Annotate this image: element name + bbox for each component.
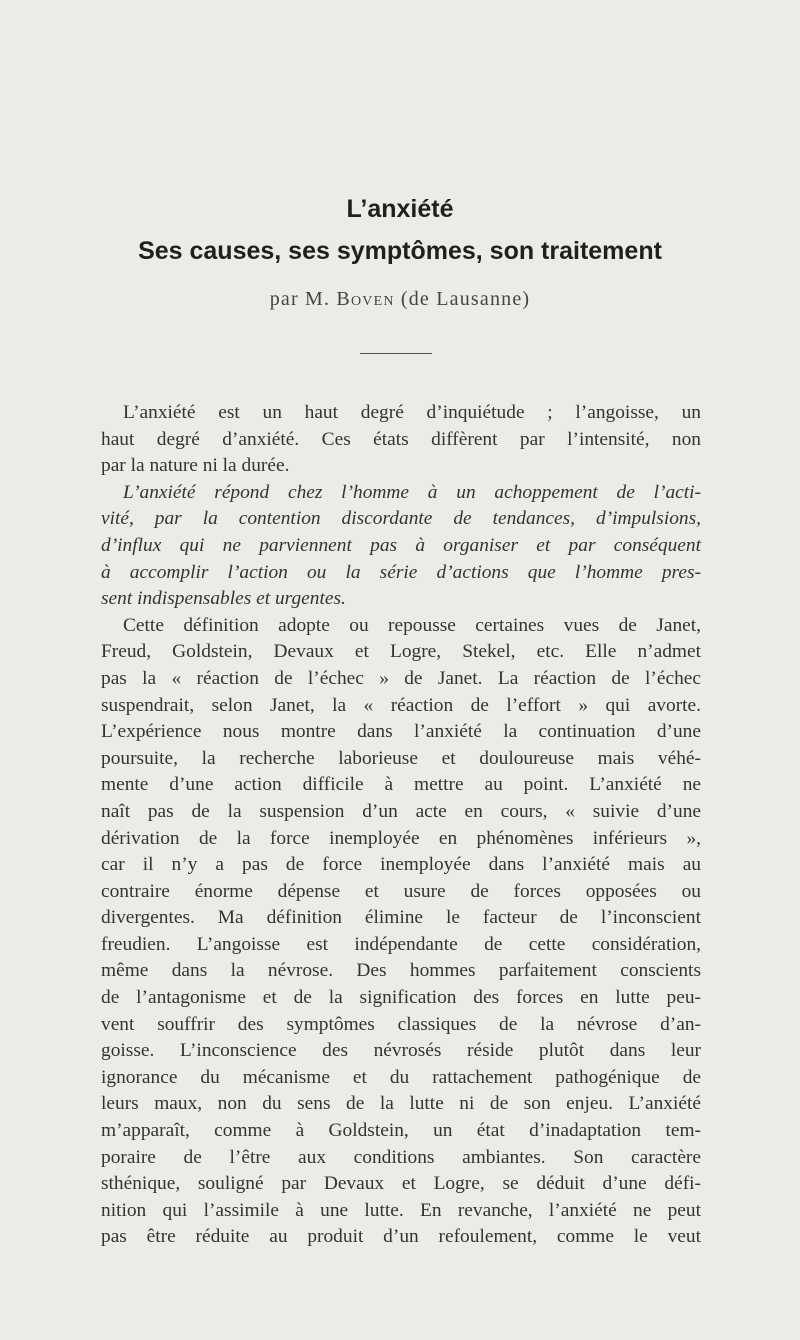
text-line: à accomplir l’action ou la série d’actions que l’homme pres- (101, 561, 701, 583)
text-line: ignorance du mécanisme et du rattachement pathogénique de (101, 1066, 701, 1088)
text-line: vent souffrir des symptômes classiques de la névrose d’an- (101, 1013, 701, 1035)
text-line: sent indispensables et urgentes. (101, 588, 346, 610)
text-line: même dans la névrose. Des hommes parfaitement conscients (101, 960, 701, 982)
paragraph-2 (101, 480, 701, 613)
paragraph-3 (101, 613, 701, 1251)
text-line: contraire énorme dépense et usure de forces opposées ou (101, 880, 701, 902)
text-line: Cette définition adopte ou repousse certaines vues de Janet, (123, 614, 701, 636)
text-line: dérivation de la force inemployée en phénomènes inférieurs », (101, 827, 701, 849)
text-line: car il n’y a pas de force inemployée dans l’anxiété mais au (101, 854, 701, 876)
text-line: vité, par la contention discordante de tendances, d’impulsions, (101, 508, 701, 530)
text-line: freudien. L’angoisse est indépendante de cette considération, (101, 933, 701, 955)
text-line: goisse. L’inconscience des névrosés réside plutôt dans leur (101, 1040, 701, 1062)
text-line: divergentes. Ma définition élimine le facteur de l’inconscient (101, 907, 701, 929)
text-line: d’influx qui ne parviennent pas à organiser et par conséquent (101, 534, 701, 556)
text-line: L’anxiété répond chez l’homme à un achoppement de l’acti- (123, 481, 701, 503)
text-line: suspendrait, selon Janet, la « réaction de l’effort » qui avorte. (101, 694, 701, 716)
text-line: poraire de l’être aux conditions ambiantes. Son caractère (101, 1146, 701, 1168)
text-line: sthénique, souligné par Devaux et Logre, se déduit d’une défi- (101, 1173, 701, 1195)
text-line: L’expérience nous montre dans l’anxiété la continuation d’une (101, 721, 701, 743)
text-line: L’anxiété est un haut degré d’inquiétude ; l’angoisse, un (123, 402, 701, 423)
text-line: leurs maux, non du sens de la lutte ni de son enjeu. L’anxiété (101, 1093, 701, 1115)
byline-prefix: par M. (269, 288, 331, 310)
byline (0, 288, 800, 311)
text-line: par la nature ni la durée. (101, 455, 290, 477)
text-line: naît pas de la suspension d’un acte en cours, « suivie d’une (101, 800, 701, 822)
text-line: pas la « réaction de l’échec » de Janet. La réaction de l’échec (101, 667, 701, 689)
text-line: nition qui l’assimile à une lutte. En revanche, l’anxiété ne peut (101, 1199, 701, 1221)
text-line: de l’antagonisme et de la signification des forces en lutte peu- (101, 987, 701, 1009)
author-affiliation: (de Lausanne) (400, 288, 531, 310)
text-line: pas être réduite au produit d’un refoulement, comme le veut (101, 1226, 701, 1248)
text-line: poursuite, la recherche laborieuse et douloureuse mais véhé- (101, 747, 701, 769)
author-name: Boven (336, 288, 395, 310)
text-line: Freud, Goldstein, Devaux et Logre, Stekel, etc. Elle n’admet (101, 641, 701, 663)
text-line: haut degré d’anxiété. Ces états diffèrent par l’intensité, non (101, 428, 701, 450)
text-line: mente d’une action difficile à mettre au point. L’anxiété ne (101, 774, 701, 796)
paragraph-1 (101, 400, 701, 480)
text-line: m’apparaît, comme à Goldstein, un état d’inadaptation tem- (101, 1120, 701, 1142)
title-divider (360, 353, 432, 354)
article-subtitle: Ses causes, ses symptômes, son traitement (138, 237, 662, 265)
article-title: L’anxiété (346, 195, 454, 223)
article-body (101, 400, 701, 1251)
